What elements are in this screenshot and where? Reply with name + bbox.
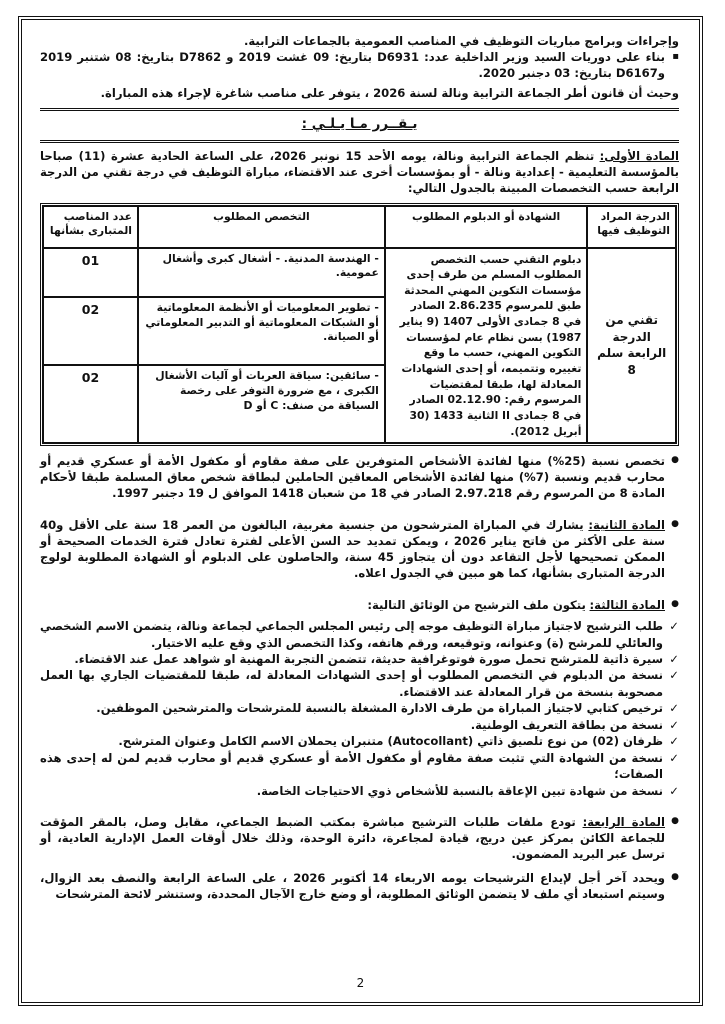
count-cell: 02 — [43, 365, 138, 443]
header-diploma: الشهادة أو الدبلوم المطلوب — [385, 206, 588, 248]
header-grade: الدرجة المراد التوظيف فيها — [587, 206, 676, 248]
positions-table — [40, 203, 679, 447]
list-item: ✓ نسخة من بطاقة التعريف الوطنية. — [40, 717, 679, 733]
list-item: ✓ ترخيص كتابي لاجتياز المباراة من طرف الادارة المشغلة بالنسبة للمترشحات والمترشحين الموظفين. — [40, 700, 679, 716]
divider — [40, 140, 679, 143]
article-3-label: المادة الثالثة: — [589, 598, 665, 613]
deadline-paragraph: ● ويحدد آخر أجل لإيداع الترشيحات يومه الاربعاء 14 أكتوبر 2026 ، على الساعة الرابعة والنصف بعد الزوال، وسيتم استبعاد أي ملف لا يتضمن الوثائق المطلوبة، أو وضع خارج الآجال المحددة، وستنشر لائحة المترشحات — [40, 871, 679, 903]
list-item: ✓ سيرة ذاتية للمترشح تحمل صورة فوتوغرافية حديثة، تتضمن التجربة المهنية او شواهد عمل عند الاقتضاء. — [40, 651, 679, 667]
header-count: عدد المناصب المتبارى بشأنها — [43, 206, 138, 248]
article-3 — [40, 598, 679, 614]
list-item: ✓ طلب الترشيح لاجتياز مباراة التوظيف موجه إلى رئيس المجلس الجماعي لجماعة ونالة، يتضمن الاسم الشخصي والعائلي للمرشح (ة) وعنوانه، وتوقيعه، ورقم هاتفه، وكذا التخصص الذي وقع عليه الاختيار. — [40, 618, 679, 651]
list-item: ✓ نسخة من الشهادة التي تثبت صفة مقاوم أو مكفول الأمة أو عسكري قديم أو محارب قديم لمن له إحدى هذه الصفات؛ — [40, 750, 679, 783]
intro-line-2: ▪ بناء على دوريات السيد وزير الداخلية عدد: D6931 بتاريخ: 09 غشت 2019 و D7862 بتاريخ: 08 شتنبر 2019 وD6167 بتاريخ: 03 دجنبر 2020. — [40, 50, 679, 82]
list-item: ✓ ظرفان (02) من نوع تلصيق ذاتي (Autocollant) متنبران يحملان الاسم الكامل وعنوان المترشح. — [40, 733, 679, 749]
list-item: ✓ نسخة من شهادة تبين الإعاقة بالنسبة للأشخاص ذوي الاحتياجات الخاصة. — [40, 783, 679, 799]
intro-line-1: وإجراءات وبرامج مباريات التوظيف في المناصب العمومية بالجماعات الترابية. — [244, 34, 679, 48]
diploma-cell: دبلوم التقني حسب التخصص المطلوب المسلم من طرف إحدى مؤسسات التكوين المهني المحدثة طبق للمرسوم 2.86.235 الصادر في 8 جمادى الأولى 1407 (9 يناير 1987) بسن نظام عام لمؤسسات التكوين المهني، حسب ما وقع تغييره وتتميمه، أو إحدى الشهادات المعادلة لها، طبقا لمقتضيات المرسوم رقم: 02.12.90 الصادر في 8 جمادى II الثانية 1433 (30 أبريل 2012). — [385, 248, 588, 444]
documents-list — [40, 618, 679, 799]
article-2 — [40, 518, 679, 582]
article-2-label: المادة الثانية: — [588, 518, 666, 533]
specialty-cell: - سائقين: سياقة العربات أو آليات الأشغال الكبرى ، مع ضرورة التوفر على رخصة السياقة من صنف: C أو D — [138, 365, 385, 443]
decides-heading: يـقــرر مـا يـلـي : — [301, 115, 418, 132]
page-frame — [18, 16, 703, 1006]
article-4 — [40, 815, 679, 863]
count-cell: 02 — [43, 297, 138, 366]
quota-paragraph: ● تخصص نسبة (25%) منها لفائدة الأشخاص المتوفرين على صفة مقاوم أو مكفول الأمة أو عسكري قديم أو محارب قديم ونسبة (7%) منها لفائدة الأشخاص المعاقين الحاملين لبطاقة شخص معاق المسلمة طبقا لأحكام المادة 8 من المرسوم رقم 2.97.218 الصادر في 18 من شعبان 1418 الموافق ل 19 دجنبر 1997. — [40, 454, 679, 502]
intro-line-3: وحيث أن قانون أطر الجماعة الترابية ونالة لسنة 2026 ، يتوفر على مناصب شاغرة لإجراء هذه المباراة. — [100, 85, 679, 100]
divider — [40, 108, 679, 111]
page-number: 2 — [356, 976, 365, 991]
specialty-cell: - تطوير المعلوميات أو الأنظمة المعلوماتية أو الشبكات المعلوماتية أو التدبير المعلوماتي أو الصيانة. — [138, 297, 385, 366]
article-4-label: المادة الرابعة: — [582, 815, 665, 830]
count-cell: 01 — [43, 248, 138, 297]
article-1-text: تنظم الجماعة الترابية ونالة، يومه الأحد 15 نونبر 2026، على الساعة الحادية عشرة (11) صباحا بالمؤسسة التعليمية - إعدادية ونالة - أو بمؤسسات أخرى عند الاقتضاء، مباراة التوظيف في درجة تقني من الدرجة الرابعة حسب التخصصات المبينة بالجدول التالي: — [40, 148, 679, 195]
list-item: ✓ نسخة من الدبلوم في التخصص المطلوب أو إحدى الشهادات المعادلة له، طبقا للمقتضيات الجاري بها العمل مصحوبة بنسخة من قرار المعادلة عند الاقتضاء. — [40, 667, 679, 700]
article-1-label: المادة الأولى: — [599, 148, 680, 163]
grade-cell: تقني من الدرجة الرابعة سلم 8 — [587, 248, 676, 444]
article-1 — [40, 149, 679, 197]
specialty-cell: - الهندسة المدنية. - أشغال كبرى وأشغال عمومية. — [138, 248, 385, 297]
intro-section — [40, 34, 679, 102]
article-4-text: تودع ملفات طلبات الترشيح مباشرة بمكتب الضبط الجماعي، مقابل وصل، بالمقر المؤقت للجماعة الكائن بمركز عين دريج، قيادة لمجاعرة، دائرة الوحدة، وذلك خلال أوقات العمل الإدارية العادية، أو ترسل عبر البريد المضمون. — [40, 815, 665, 862]
header-specialty: التخصص المطلوب — [138, 206, 385, 248]
article-3-text: يتكون ملف الترشيح من الوثائق التالية: — [367, 598, 586, 613]
table-row — [43, 248, 676, 297]
article-2-text: يشارك في المباراة المترشحون من جنسية مغربية، البالغون من العمر 18 سنة على الأقل و40 سنة على الأكثر من فاتح يناير 2026 ، ويمكن تمديد حد السن الأعلى لفترة تعادل فترة الخدمات الصحيحة أو الممكن تصحيحها لأجل التقاعد دون أن يتجاوز 45 سنة، والحاصلون على الدبلوم أو الشهادة المطلوبة لولوج الدرجة المتبارى بشأنها، كما هو مبين في الجدول اعلاه. — [40, 518, 666, 581]
